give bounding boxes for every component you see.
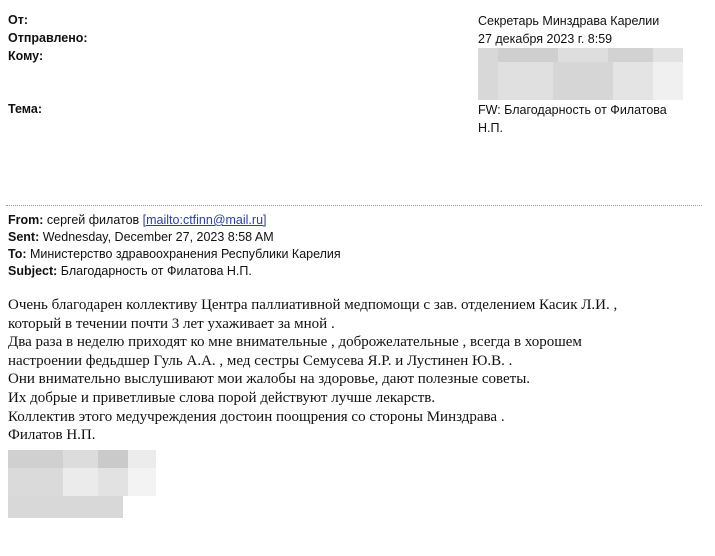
redaction-block — [558, 48, 608, 62]
body-line: Филатов Н.П. — [8, 427, 96, 444]
redaction-block — [498, 48, 558, 62]
redaction-block — [613, 62, 653, 100]
redaction-block — [653, 62, 683, 100]
subject-label: Тема: — [8, 102, 42, 116]
body-line: Очень благодарен коллективу Центра паллиативной медпомощи с зав. отделением Касик Л.И. , — [8, 297, 618, 313]
forwarded-from-name: сергей филатов — [46, 213, 140, 227]
body-line: Два раза в неделю приходят ко мне внимательные , доброжелательные , всегда в хорошем — [8, 334, 582, 351]
subject-value-line: Н.П. — [478, 121, 503, 135]
forwarded-subject-value: Благодарность от Филатова Н.П. — [60, 264, 252, 278]
subject-value-line: FW: Благодарность от Филатова — [478, 103, 667, 117]
forwarded-from-label: From: — [8, 213, 44, 227]
redaction-block — [478, 48, 498, 100]
redaction-block — [63, 450, 98, 468]
sent-value: 27 декабря 2023 г. 8:59 — [478, 32, 613, 46]
redaction-block — [8, 468, 63, 496]
to-label: Кому: — [8, 49, 44, 63]
redaction-block — [608, 48, 653, 62]
from-label: От: — [8, 13, 29, 27]
forwarded-to-label: To: — [8, 247, 27, 261]
sent-label: Отправлено: — [8, 31, 88, 45]
subject-value — [478, 101, 703, 137]
redaction-block — [553, 62, 613, 100]
forwarded-subject-label: Subject: — [8, 264, 58, 278]
forwarded-subject — [8, 263, 252, 280]
redaction-block — [98, 450, 128, 468]
redaction-block — [653, 48, 683, 62]
forwarded-to-value: Министерство здравоохранения Республики Карелия — [30, 247, 341, 261]
forwarded-sent-value: Wednesday, December 27, 2023 8:58 AM — [42, 230, 274, 244]
redacted-recipients — [478, 48, 683, 100]
body-line: Они внимательно выслушивают мои жалобы на здоровье, дают полезные советы. — [8, 371, 531, 388]
redaction-block — [128, 468, 156, 496]
message-body — [8, 296, 708, 445]
redaction-block — [498, 62, 553, 100]
forwarded-sent-label: Sent: — [8, 230, 40, 244]
divider — [6, 205, 702, 206]
from-value: Секретарь Минздрава Карелии — [478, 14, 660, 28]
forwarded-to — [8, 246, 341, 263]
redaction-block — [128, 450, 156, 468]
body-line: Их добрые и приветливые слова порой действуют лучше лекарств. — [8, 389, 436, 406]
redaction-block — [8, 496, 123, 518]
redacted-signature — [8, 450, 156, 518]
redaction-block — [8, 450, 63, 468]
redaction-block — [98, 468, 128, 496]
forwarded-sent — [8, 229, 274, 246]
body-line: который в течении почти 3 лет ухаживает за мной . — [8, 315, 335, 332]
redaction-block — [63, 468, 98, 496]
sender-email-link[interactable]: [mailto:ctfinn@mail.ru] — [142, 213, 267, 227]
body-line: настроении федьдшер Гуль А.А. , мед сестры Семусева Я.Р. и Лустинен Ю.В. . — [8, 352, 513, 369]
forwarded-from — [8, 212, 267, 229]
body-line: Коллектив этого медучреждения достоин поощрения со стороны Минздрава . — [8, 408, 505, 425]
